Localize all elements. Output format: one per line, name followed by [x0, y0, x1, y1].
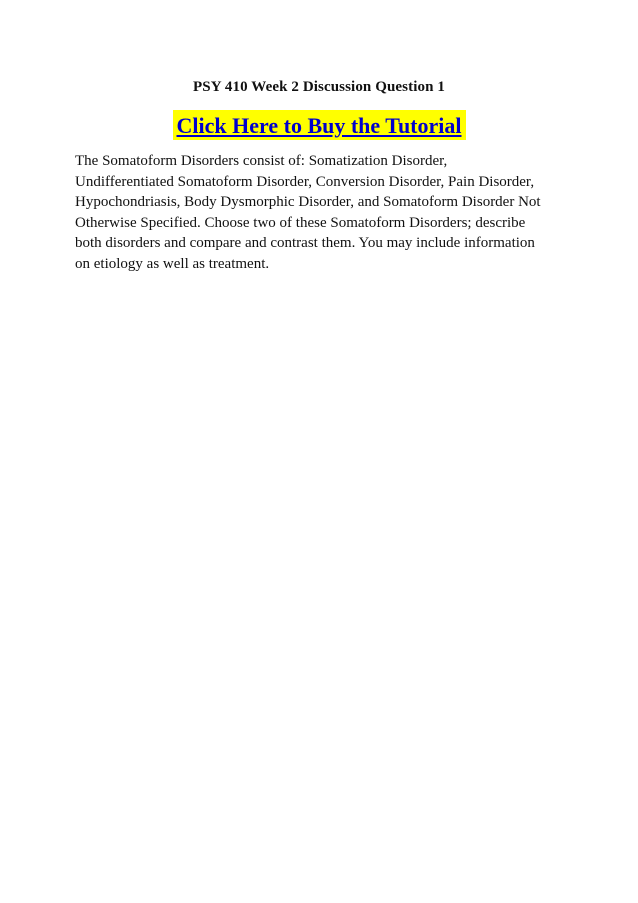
buy-tutorial-link[interactable]: Click Here to Buy the Tutorial [173, 110, 466, 140]
question-paragraph: The Somatoform Disorders consist of: Somatization Disorder, Undifferentiated Somatoform Disorder, Conversion Disorder, Pain Disorder, Hypochondriasis, Body Dysmorphic Disorder, and Somatoform Disorder Not Otherwise Specified. Choose two of these Somatoform Disorders; describe both disorders and compare and contrast them. You may include information on etiology as well as treatment. [75, 153, 541, 272]
buy-link-container [0, 110, 638, 140]
page-title: PSY 410 Week 2 Discussion Question 1 [193, 79, 445, 95]
